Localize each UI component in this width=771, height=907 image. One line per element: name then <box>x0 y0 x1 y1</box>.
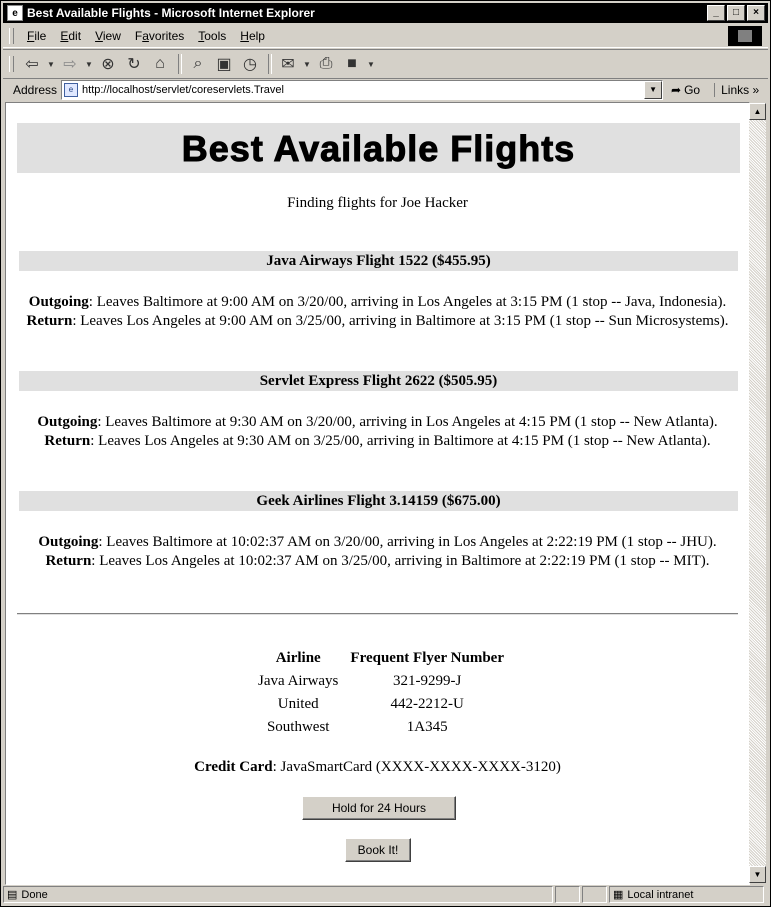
print-icon[interactable]: ⎙ <box>319 55 333 72</box>
table-row <box>252 716 510 739</box>
status-text-pane: ▤ Done <box>3 886 553 903</box>
status-pane <box>582 886 607 903</box>
airline-cell: Southwest <box>266 719 330 735</box>
address-dropdown-icon[interactable]: ▼ <box>644 81 662 99</box>
menu-grip <box>9 28 14 44</box>
refresh-icon[interactable]: ↻ <box>127 56 141 73</box>
horizontal-rule <box>17 613 738 615</box>
menu-edit[interactable]: Edit <box>60 29 82 43</box>
scroll-down-icon[interactable]: ▼ <box>749 866 766 883</box>
menu-view[interactable]: View <box>95 29 121 43</box>
history-icon[interactable]: ◷ <box>243 56 257 73</box>
done-icon: ▤ <box>7 889 18 901</box>
airline-cell: Java Airways <box>258 673 339 689</box>
page-title: Best Available Flights <box>181 128 576 169</box>
menu-bar <box>3 25 768 48</box>
status-bar <box>3 885 768 904</box>
menu-help[interactable]: Help <box>240 29 265 43</box>
home-icon[interactable]: ⌂ <box>155 55 165 72</box>
flight-header: Java Airways Flight 1522 ($455.95) <box>19 251 738 271</box>
stop-icon[interactable]: ⊗ <box>101 56 115 73</box>
flight-outgoing: Outgoing: Leaves Baltimore at 9:00 AM on 3/20/00, arriving in Los Angeles at 3:15 PM (1 stop -- Java, Indonesia). <box>28 294 727 310</box>
ie-icon: e <box>7 5 23 21</box>
column-header: Frequent Flyer Number <box>350 650 504 666</box>
toolbar-grip <box>9 56 14 72</box>
standard-toolbar <box>3 49 768 79</box>
edit-icon[interactable]: ■ <box>347 55 357 72</box>
flight-outgoing: Outgoing: Leaves Baltimore at 9:30 AM on 3/20/00, arriving in Los Angeles at 4:15 PM (1 stop -- New Atlanta). <box>37 414 718 430</box>
zone-pane: ▦ Local intranet <box>609 886 764 903</box>
flight-outgoing: Outgoing: Leaves Baltimore at 10:02:37 AM on 3/20/00, arriving in Los Angeles at 2:22:19 PM (1 stop -- JHU). <box>38 534 717 550</box>
toolbar-separator <box>268 54 272 74</box>
frequent-flyer-table <box>252 647 510 739</box>
menu-file[interactable]: File <box>27 29 47 43</box>
address-url: http://localhost/servlet/coreservlets.Travel <box>82 84 284 96</box>
back-icon[interactable]: ⇦ <box>25 56 39 73</box>
column-header: Airline <box>275 650 321 666</box>
table-row <box>252 693 510 716</box>
flight-return: Return: Leaves Los Angeles at 9:30 AM on 3/25/00, arriving in Baltimore at 4:15 PM (1 stop -- New Atlanta). <box>44 433 711 449</box>
flight-return: Return: Leaves Los Angeles at 9:00 AM on 3/25/00, arriving in Baltimore at 3:15 PM (1 stop -- Sun Microsystems). <box>26 313 729 329</box>
go-button[interactable]: ➦ Go <box>671 83 701 97</box>
status-pane <box>555 886 580 903</box>
mail-dropdown-icon[interactable]: ▼ <box>303 59 311 69</box>
mail-icon[interactable]: ✉ <box>281 56 295 73</box>
page-banner <box>17 123 740 173</box>
windows-logo-icon <box>728 26 762 46</box>
credit-card-line: Credit Card: JavaSmartCard (XXXX-XXXX-XXXX-3120) <box>194 759 561 775</box>
book-button[interactable]: Book It! <box>345 838 411 862</box>
search-icon[interactable]: ⌕ <box>193 55 203 72</box>
scroll-up-icon[interactable]: ▲ <box>749 103 766 120</box>
ff-number-cell: 1A345 <box>406 719 448 735</box>
window-title: Best Available Flights - Microsoft Internet Explorer <box>27 6 315 20</box>
table-row <box>252 670 510 693</box>
title-bar[interactable] <box>3 3 768 23</box>
table-header-row <box>252 647 510 670</box>
back-dropdown-icon[interactable]: ▼ <box>47 59 55 69</box>
page-content <box>5 102 750 885</box>
close-button[interactable]: × <box>747 5 765 21</box>
toolbar-separator <box>178 54 182 74</box>
menu-favorites[interactable]: Favorites <box>134 29 185 43</box>
forward-icon[interactable]: ⇨ <box>63 56 77 73</box>
flight-header: Geek Airlines Flight 3.14159 ($675.00) <box>19 491 738 511</box>
flight-header: Servlet Express Flight 2622 ($505.95) <box>19 371 738 391</box>
address-bar <box>3 78 768 101</box>
address-input[interactable] <box>61 80 663 100</box>
flight-return: Return: Leaves Los Angeles at 10:02:37 AM on 3/25/00, arriving in Baltimore at 2:22:19 PM (1 stop -- MIT). <box>45 553 710 569</box>
ff-number-cell: 442-2212-U <box>390 696 464 712</box>
address-label: Address <box>13 83 58 97</box>
edit-dropdown-icon[interactable]: ▼ <box>367 59 375 69</box>
page-icon: e <box>64 83 78 97</box>
greeting-text: Finding flights for Joe Hacker <box>287 195 468 211</box>
forward-dropdown-icon[interactable]: ▼ <box>85 59 93 69</box>
minimize-button[interactable]: _ <box>707 5 725 21</box>
airline-cell: United <box>277 696 319 712</box>
intranet-icon: ▦ <box>613 889 624 901</box>
ff-number-cell: 321-9299-J <box>393 673 462 689</box>
menu-tools[interactable]: Tools <box>198 29 227 43</box>
maximize-button[interactable]: □ <box>727 5 745 21</box>
favorites-icon[interactable]: ▣ <box>216 56 232 73</box>
go-arrow-icon: ➦ <box>671 83 682 97</box>
links-button[interactable]: Links » <box>714 83 759 97</box>
vertical-scrollbar[interactable] <box>749 103 766 883</box>
hold-button[interactable]: Hold for 24 Hours <box>302 796 456 820</box>
